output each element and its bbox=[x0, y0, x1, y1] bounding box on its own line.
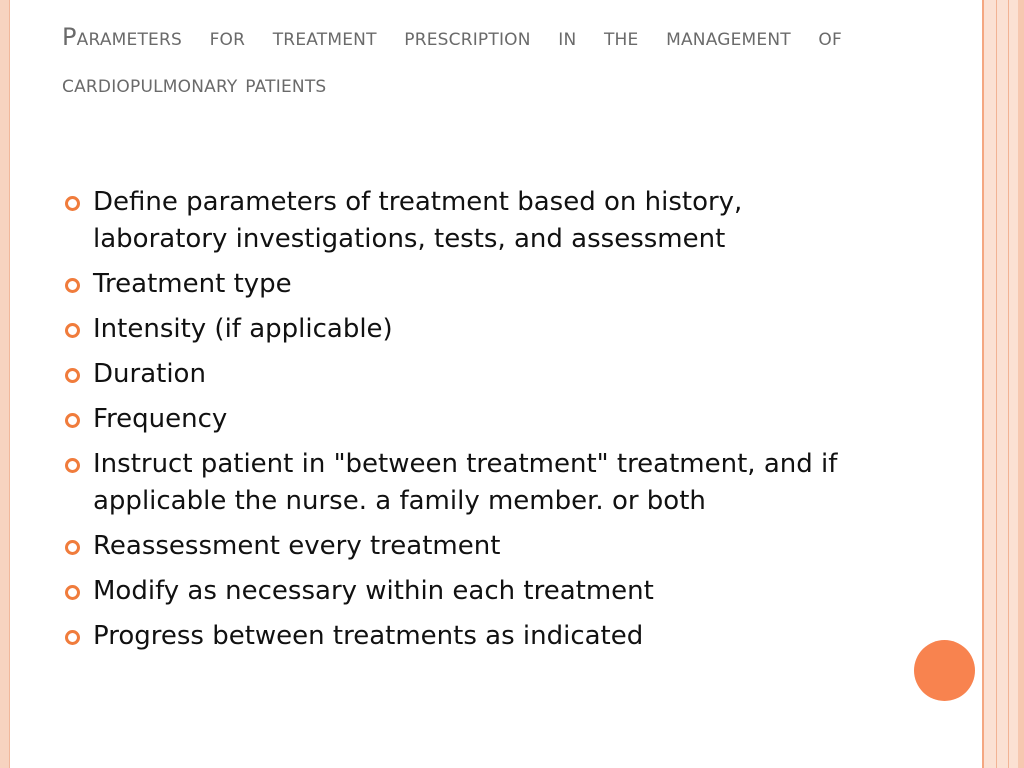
bullet-text: Frequency bbox=[93, 404, 228, 434]
bullet-circle-icon bbox=[65, 323, 80, 338]
right-stripe bbox=[1018, 0, 1024, 768]
bullet-text: Define parameters of treatment based on history, laboratory investigations, tests, and assessment bbox=[93, 187, 743, 254]
bullet-item bbox=[62, 618, 852, 655]
bullet-circle-icon bbox=[65, 630, 80, 645]
bullet-item bbox=[62, 266, 852, 303]
decorative-circle bbox=[914, 640, 975, 701]
title-line-2: management of cardiopulmonary patients bbox=[62, 23, 842, 98]
bullet-item bbox=[62, 356, 852, 393]
bullet-item bbox=[62, 528, 852, 565]
bullet-text: Reassessment every treatment bbox=[93, 531, 501, 561]
bullet-text: Intensity (if applicable) bbox=[93, 314, 393, 344]
bullet-circle-icon bbox=[65, 458, 80, 473]
bullet-circle-icon bbox=[65, 278, 80, 293]
bullet-circle-icon bbox=[65, 540, 80, 555]
bullet-item bbox=[62, 401, 852, 438]
right-stripe bbox=[982, 0, 984, 768]
slide-title bbox=[62, 14, 842, 108]
bullet-item bbox=[62, 184, 852, 258]
title-line-1: Parameters for treatment prescription in the bbox=[62, 23, 639, 51]
bullet-text: Instruct patient in "between treatment" treatment, and if applicable the nurse. a family member. or both bbox=[93, 449, 838, 516]
bullet-list bbox=[62, 184, 852, 663]
bullet-text: Progress between treatments as indicated bbox=[93, 621, 644, 651]
bullet-text: Modify as necessary within each treatment bbox=[93, 576, 654, 606]
bullet-text: Treatment type bbox=[93, 269, 292, 299]
bullet-circle-icon bbox=[65, 413, 80, 428]
bullet-circle-icon bbox=[65, 368, 80, 383]
bullet-item bbox=[62, 311, 852, 348]
bullet-circle-icon bbox=[65, 196, 80, 211]
right-stripe bbox=[996, 0, 997, 768]
right-stripe bbox=[1008, 0, 1009, 768]
bullet-item bbox=[62, 446, 852, 520]
bullet-item bbox=[62, 573, 852, 610]
bullet-circle-icon bbox=[65, 585, 80, 600]
left-edge-border bbox=[0, 0, 10, 768]
bullet-text: Duration bbox=[93, 359, 206, 389]
